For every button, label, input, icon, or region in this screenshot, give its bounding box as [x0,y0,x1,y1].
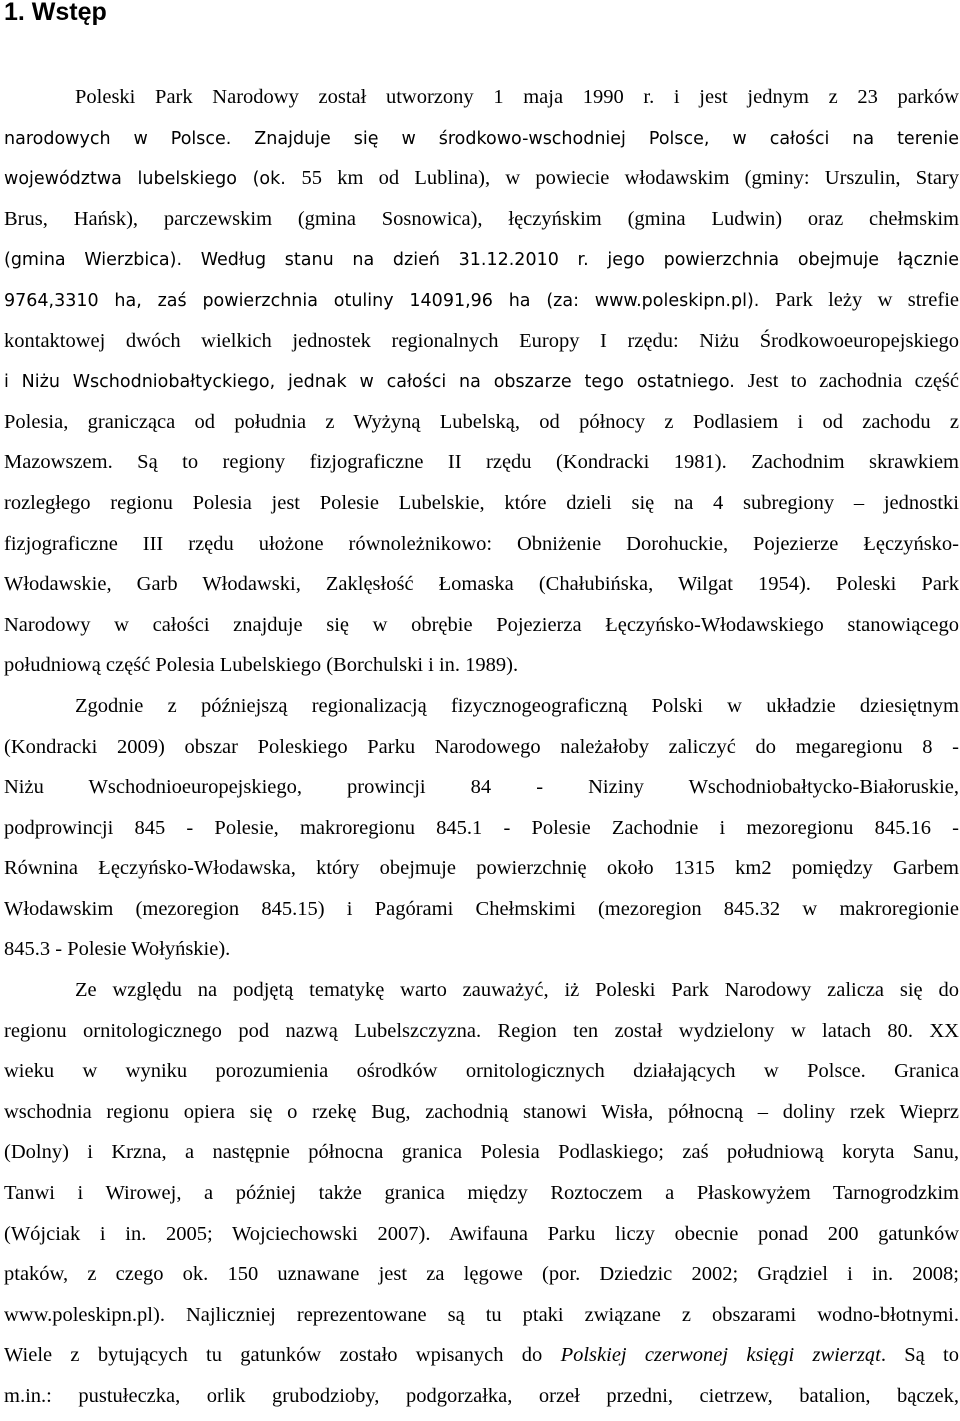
text-segment: ptaków, z czego ok. 150 uznawane jest za lęgowe (por. Dziedzic 2002; Grądziel i in. 2008; [4,1263,959,1286]
text-segment: i Niżu Wschodniobałtyckiego, jednak w całości na obszarze tego ostatniego. [4,372,748,393]
text-line [4,524,959,565]
text-line [4,77,959,118]
text-segment: narodowych w Polsce. Znajduje się w środkowo-wschodniej Polsce, w całości na terenie [4,128,959,149]
text-line [4,889,959,930]
text-segment: Polesia, granicząca od południa z Wyżyną Lubelską, od północy z Podlasiem i od zachodu z [4,410,959,433]
text-line [4,1011,959,1052]
text-line [4,442,959,483]
text-line [4,605,959,646]
text-segment: kontaktowej dwóch wielkich jednostek regionalnych Europy I rzędu: Niżu Środkowoeuropejskiego [4,329,959,352]
text-line [4,808,959,849]
text-segment: www.poleskipn.pl). Najliczniej reprezentowane są tu ptaki związane z obszarami wodno-błotnymi. [4,1303,959,1326]
text-segment: Poleski Park Narodowy został utworzony 1 maja 1990 r. i jest jednym z 23 parków [75,86,959,108]
text-line [4,1254,959,1295]
text-segment: (Wójciak i in. 2005; Wojciechowski 2007). Awifauna Parku liczy obecnie ponad 200 gatunków [4,1222,959,1245]
text-line [4,645,959,686]
text-segment: Narodowy w całości znajduje się w obrębie Pojezierza Łęczyńsko-Włodawskiego stanowiącego [4,613,959,636]
text-segment: Mazowszem. Są to regiony fizjograficzne II rzędu (Kondracki 1981). Zachodnim skrawkiem [4,451,959,474]
text-line [4,929,959,970]
text-line [4,239,959,280]
text-segment: Jest to zachodnia część [747,370,959,393]
text-line [4,970,959,1011]
text-line [4,361,959,402]
text-line [4,118,959,159]
text-line [4,199,959,240]
text-segment: . Są to [880,1344,959,1367]
italic-title: Polskiej czerwonej księgi zwierząt [560,1344,881,1367]
text-line [4,1173,959,1214]
text-segment: Zgodnie z późniejszą regionalizacją fizycznogeograficzną Polski w układzie dziesiętnym [75,694,959,717]
text-segment: województwa lubelskiego (ok. [4,169,302,190]
text-segment: 845.3 - Polesie Wołyńskie). [4,938,231,961]
text-segment: 55 km od Lublina), w powiecie włodawskim (gminy: Urszulin, Stary [301,167,959,190]
text-segment: (gmina Wierzbica). [4,250,201,271]
paragraph [4,686,959,970]
text-line [4,280,959,321]
text-line [4,483,959,524]
text-segment: rozległego regionu Polesia jest Polesie Lubelskie, które dzieli się na 4 subregiony – jednostki [4,491,959,514]
text-line [4,767,959,808]
text-segment: wschodnia regionu opiera się o rzekę Bug, zachodnią stanowi Wisła, północną – doliny rzek Wieprz [4,1100,959,1123]
text-line [4,402,959,443]
text-segment: Niżu Wschodnioeuropejskiego, prowincji 84 - Niziny Wschodniobałtycko-Białoruskie, [4,776,959,799]
text-line [4,1051,959,1092]
text-segment: Włodawskim (mezoregion 845.15) i Pagórami Chełmskimi (mezoregion 845.32 w makroregionie [4,897,959,920]
document-body [4,77,959,1417]
text-segment: regionu ornitologicznego pod nazwą Lubelszczyzna. Region ten został wydzielony w latach 80. XX [4,1019,959,1042]
text-segment: Ze względu na podjętą tematykę warto zauważyć, iż Poleski Park Narodowy zalicza się do [75,979,959,1002]
text-segment: Brus, Hańsk), parczewskim (gmina Sosnowica), łęczyńskim (gmina Ludwin) oraz chełmskim [4,207,959,230]
text-segment: m.in.: pustułeczka, orlik grubodzioby, podgorzałka, orzeł przedni, cietrzew, batalion, bączek, [4,1385,959,1407]
text-segment: fizjograficzne III rzędu ułożone równoleżnikowo: Obniżenie Dorohuckie, Pojezierze Łęczyńsko- [4,532,959,555]
text-line [4,848,959,889]
text-segment: południową część Polesia Lubelskiego (Borchulski i in. 1989). [4,654,519,677]
text-line [4,1376,959,1417]
text-segment: Wiele z bytujących tu gatunków zostało wpisanych do [4,1344,561,1367]
paragraph [4,970,959,1417]
text-segment: (Kondracki 2009) obszar Poleskiego Parku Narodowego należałoby zaliczyć do megaregionu 8 - [4,735,959,758]
text-segment: Park leży w strefie [775,288,959,311]
text-segment: Według stanu na dzień 31.12.2010 r. jego powierzchnia obejmuje łącznie [200,250,959,271]
text-segment: (Dolny) i Krzna, a następnie północna granica Polesia Podlaskiego; zaś południową koryta Sanu, [4,1141,959,1164]
text-line [4,564,959,605]
text-segment: 9764,3310 ha, zaś powierzchnia otuliny 14091,96 ha (za: www.poleskipn.pl). [4,290,776,311]
text-segment: Tanwi i Wirowej, a później także granica między Roztoczem a Płaskowyżem Tarnogrodzkim [4,1182,959,1205]
text-line [4,1092,959,1133]
text-segment: podprowincji 845 - Polesie, makroregionu 845.1 - Polesie Zachodnie i mezoregionu 845.16 - [4,816,959,839]
text-line [4,1295,959,1336]
section-heading: 1. Wstęp [4,0,107,26]
text-line [4,686,959,727]
paragraph [4,77,959,686]
text-segment: Równina Łęczyńsko-Włodawska, który obejmuje powierzchnię około 1315 km2 pomiędzy Garbem [4,857,959,880]
text-line [4,321,959,362]
text-segment: wieku w wyniku porozumienia ośrodków ornitologicznych działających w Polsce. Granica [4,1060,959,1083]
text-line [4,1132,959,1173]
text-line [4,158,959,199]
text-line [4,727,959,768]
text-line [4,1335,959,1376]
text-line [4,1214,959,1255]
text-segment: Włodawskie, Garb Włodawski, Zaklęsłość Łomaska (Chałubińska, Wilgat 1954). Poleski Park [4,573,959,596]
